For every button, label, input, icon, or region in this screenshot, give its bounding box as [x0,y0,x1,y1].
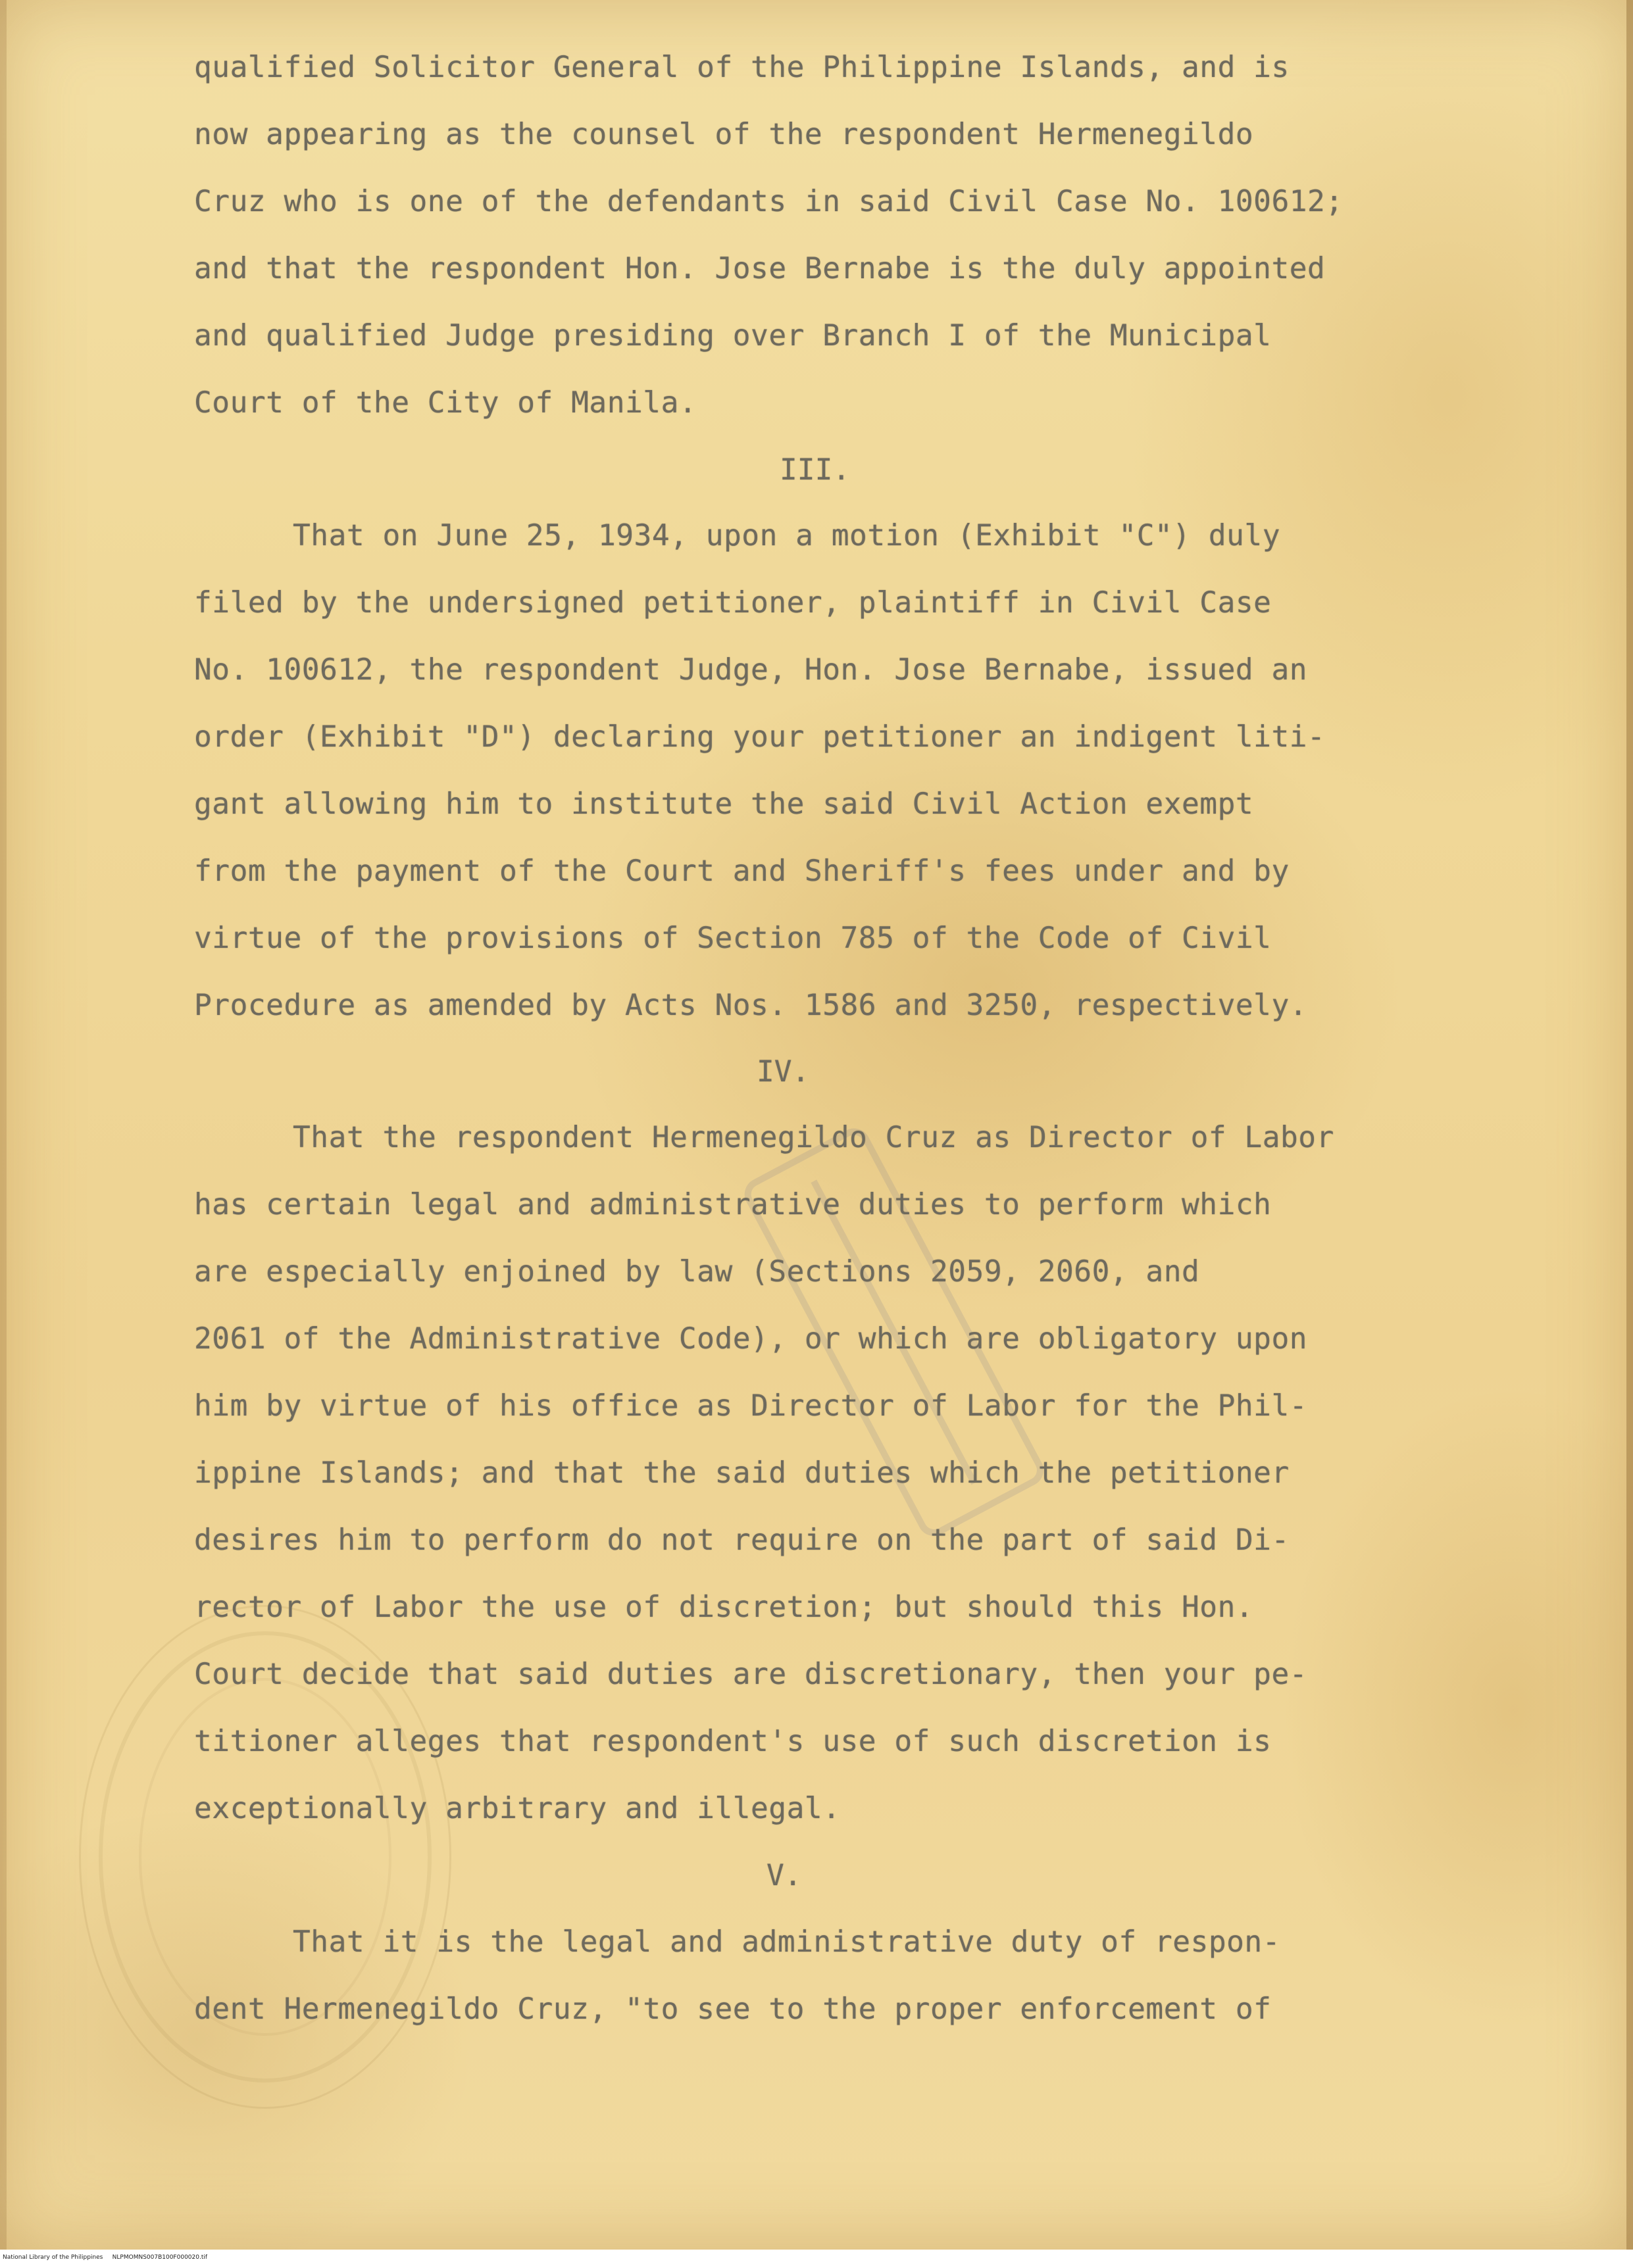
paper-right-edge [1626,0,1633,2250]
text-line: filed by the undersigned petitioner, plaintiff in Civil Case [194,586,1272,620]
text-line: Court of the City of Manila. [194,386,697,420]
section-heading-iii: III. [780,453,851,487]
scan-footer-label [3,2253,207,2262]
scan-footer-strip [0,2250,1633,2268]
text-line: are especially enjoined by law (Sections 2059, 2060, and [194,1255,1200,1289]
text-line: That on June 25, 1934, upon a motion (Exhibit "C") duly [293,519,1281,553]
text-line: ippine Islands; and that the said duties which the petitioner [194,1456,1290,1490]
text-line: Court decide that said duties are discretionary, then your pe- [194,1658,1308,1691]
text-line: and that the respondent Hon. Jose Bernabe is the duly appointed [194,252,1326,285]
footer-file-id: NLPMOMNS007B100F000020.tif [112,2254,208,2261]
section-heading-iv: IV. [757,1055,810,1089]
text-line: 2061 of the Administrative Code), or which are obligatory upon [194,1322,1308,1356]
text-line: exceptionally arbitrary and illegal. [194,1792,841,1825]
section-heading-v: V. [766,1859,802,1892]
text-line: him by virtue of his office as Director of Labor for the Phil- [194,1389,1308,1423]
text-line: and qualified Judge presiding over Branch I of the Municipal [194,319,1272,353]
text-line: now appearing as the counsel of the respondent Hermenegildo [194,118,1254,151]
text-line: from the payment of the Court and Sheriff's fees under and by [194,854,1290,888]
paper-left-edge [0,0,7,2250]
text-line: qualified Solicitor General of the Philippine Islands, and is [194,51,1290,84]
text-line: Procedure as amended by Acts Nos. 1586 and 3250, respectively. [194,989,1308,1022]
text-line: That it is the legal and administrative duty of respon- [293,1925,1281,1959]
text-line: gant allowing him to institute the said Civil Action exempt [194,787,1254,821]
text-line: has certain legal and administrative duties to perform which [194,1188,1272,1221]
text-line: No. 100612, the respondent Judge, Hon. Jose Bernabe, issued an [194,653,1308,687]
text-line: Cruz who is one of the defendants in said Civil Case No. 100612; [194,185,1344,218]
text-line: order (Exhibit "D") declaring your petitioner an indigent liti- [194,720,1326,754]
text-line: That the respondent Hermenegildo Cruz as Director of Labor [293,1121,1334,1154]
footer-source: National Library of the Philippines [3,2254,103,2261]
text-line: dent Hermenegildo Cruz, "to see to the proper enforcement of [194,1992,1272,2026]
text-line: virtue of the provisions of Section 785 of the Code of Civil [194,922,1272,955]
text-line: desires him to perform do not require on the part of said Di- [194,1523,1290,1557]
text-line: rector of Labor the use of discretion; but should this Hon. [194,1590,1254,1624]
text-line: titioner alleges that respondent's use of such discretion is [194,1725,1272,1758]
